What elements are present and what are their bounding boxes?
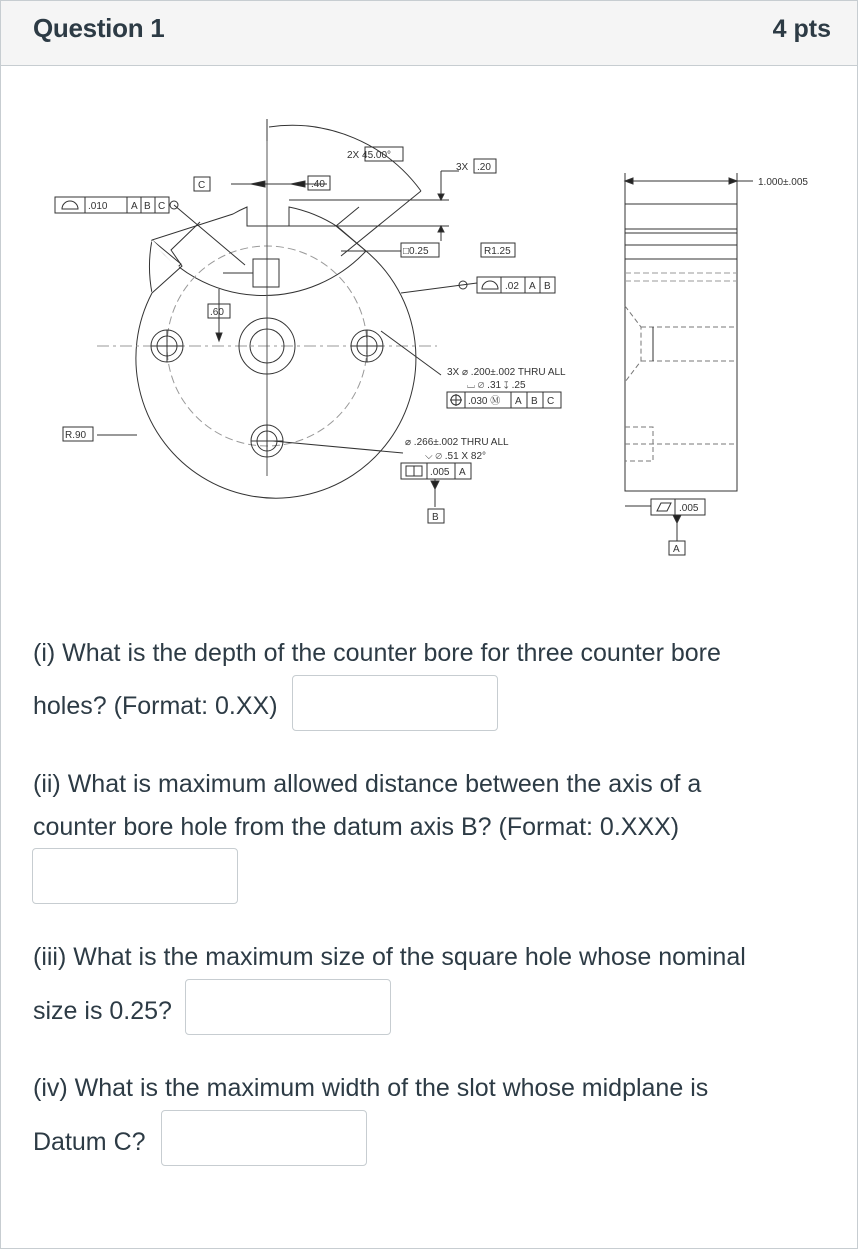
label-radius-125: R1.25 [484,246,511,257]
label-cb-ref-b: B [531,396,538,407]
label-datum-c: C [198,180,206,191]
label-dim-60: .60 [210,307,224,318]
label-perp-tol: .005 [430,467,450,478]
label-thickness: 1.000±.005 [758,177,808,188]
label-profile-02: .02 [505,281,519,292]
label-angle: 2X 45.00° [347,150,392,161]
label-slot-width: .20 [477,162,491,173]
part-ii-line2: counter bore hole from the datum axis B? (Format: 0.XXX) [33,813,680,841]
label-datum-a: A [673,544,680,555]
side-view-body [625,204,737,491]
label-cb-ref-c: C [547,396,555,407]
part-iii-line1: (iii) What is the maximum size of the square hole whose nominal [33,943,746,971]
part-ii-line1: (ii) What is maximum allowed distance between the axis of a [33,770,702,798]
label-square: □0.25 [403,246,429,257]
label-slot-count: 3X [456,162,469,173]
label-flatness-tol: .005 [679,503,699,514]
label-cb-line1: 3X ⌀ .200±.002 THRU ALL [447,367,566,378]
part-iii-line2: size is 0.25? [33,997,172,1025]
question-header [1,1,857,66]
answer-input-i[interactable] [292,675,498,731]
label-datum-b: B [432,512,439,523]
part-iv-line1: (iv) What is the maximum width of the slot whose midplane is [33,1074,709,1102]
label-cs-line1: ⌀ .266±.002 THRU ALL [405,437,509,448]
label-cb-ref-a: A [515,396,522,407]
label-cs-line2: ⌵ ⌀ .51 X 82° [425,451,487,462]
answer-input-iv[interactable] [161,1110,367,1166]
part-i-line2: holes? (Format: 0.XX) [33,692,278,720]
label-ref-a: A [131,201,138,212]
engineering-drawing [1,67,858,567]
part-outline [149,207,366,296]
label-radius-90: R.90 [65,430,87,441]
label-cb-pos-tol: .030 Ⓜ [468,396,501,407]
label-profile-02-ref-b: B [544,281,551,292]
part-i-line1: (i) What is the depth of the counter bore for three counter bore [33,639,721,667]
part-iv-line2: Datum C? [33,1128,146,1156]
answer-input-ii[interactable] [32,848,238,904]
label-dim-40: .40 [311,179,325,190]
label-profile-tol: .010 [88,201,108,212]
question-points: 4 pts [772,15,831,43]
label-cb-line2: ⌴ ⌀ .31 ↧ .25 [467,380,526,391]
answer-input-iii[interactable] [185,979,391,1035]
question-title: Question 1 [33,13,165,43]
label-ref-b: B [144,201,151,212]
label-profile-02-ref-a: A [529,281,536,292]
label-perp-ref-a: A [459,467,466,478]
label-ref-c: C [158,201,166,212]
